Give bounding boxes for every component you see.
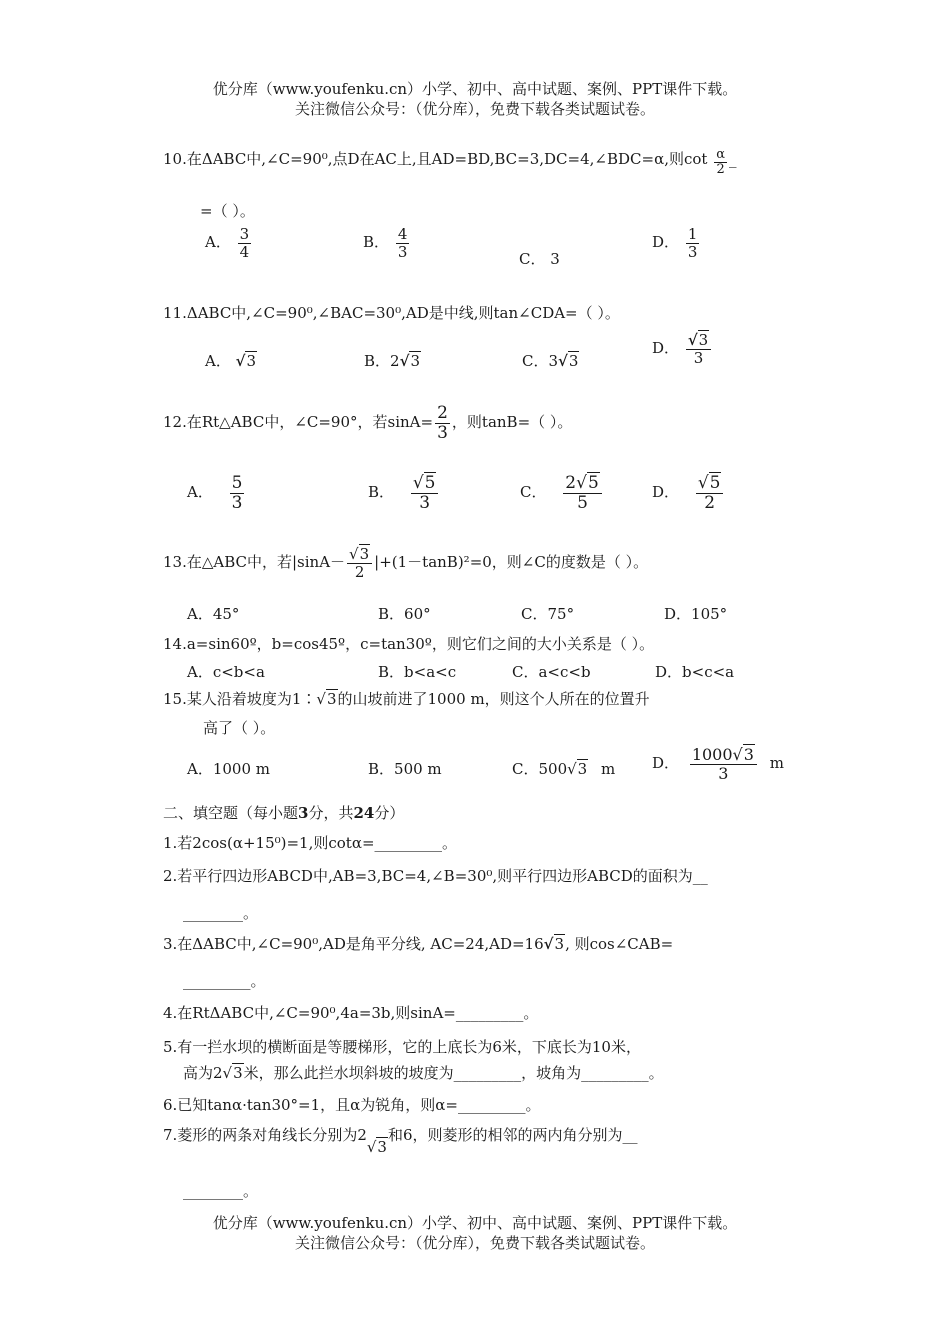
radicand: 5 (424, 473, 436, 493)
question-10-text: 10.在ΔABC中,∠C=90⁰,点D在AC上,且AD=BD,BC=3,DC=4,∠BDC=α,则cot (163, 150, 708, 168)
sqrt3-over-2-fraction (347, 546, 372, 580)
question-15-line-1: 15.某人沿着坡度为1∶√3的山坡前进了1000 m，则这个人所在的位置升 (163, 690, 650, 708)
option-label: D． (652, 233, 680, 251)
question-12-text: 12.在Rt△ABC中，∠C=90°，若sinA= (163, 413, 434, 432)
fill-question-5-line-1: 5.有一拦水坝的横断面是等腰梯形，它的上底长为6米，下底长为10米， (163, 1038, 641, 1056)
radicand: 3 (326, 690, 337, 708)
points-per-question: 3 (298, 804, 309, 822)
option-label: A． (205, 352, 231, 370)
q14-option-d: D．b<c<a (655, 663, 735, 681)
q10-option-c (519, 248, 560, 269)
option-fraction (563, 474, 602, 512)
q13-option-a: A．45° (187, 605, 240, 623)
radicand: 3 (568, 352, 579, 370)
fraction-denominator: 3 (231, 492, 243, 513)
question-10 (163, 148, 737, 178)
option-label: A． (187, 483, 213, 502)
question-12-tail: ，则tanB=（ ）。 (451, 413, 573, 432)
radicand: 5 (709, 473, 721, 493)
q10-option-a (205, 226, 253, 260)
fill-question-5-text: 高为2 (183, 1064, 223, 1082)
q14-option-c: C．a<c<b (512, 663, 591, 681)
footer-line-1: 优分库（www.youfenku.cn）小学、初中、高中试题、案例、PPT课件下载。 (212, 1214, 738, 1232)
question-15-line-2: 高了（ ）。 (203, 719, 276, 737)
option-fraction (686, 226, 700, 260)
q10-option-b (363, 226, 411, 260)
section-title-part: 分） (374, 804, 405, 822)
fill-question-7-tail: 和6，则菱形的相邻的两内角分别为__ (387, 1126, 638, 1144)
fraction-denominator: 5 (577, 492, 588, 513)
fill-question-2: 2.若平行四边形ABCD中,AB=3,BC=4,∠B=30⁰,则平行四边形ABCD的面积为__ (163, 867, 708, 885)
footer-line-2: 关注微信公众号：（优分库），免费下载各类试题试卷。 (294, 1234, 655, 1252)
fill-question-1: 1.若2cos(α+15⁰)=1,则cotα=_________。 (163, 834, 458, 852)
q13-option-c: C．75° (521, 605, 575, 623)
coefficient: 2 (565, 473, 577, 493)
fill-question-3-text: 3.在ΔABC中,∠C=90⁰,AD是角平分线, AC=24,AD=16 (163, 935, 544, 953)
fraction-denominator: 3 (693, 348, 704, 367)
fill-question-7-blank: ________。 (183, 1182, 259, 1200)
option-label: B． (363, 233, 390, 251)
radicand: 5 (587, 473, 599, 493)
q15-option-a: A．1000 m (187, 760, 270, 778)
fraction-denominator: 3 (687, 242, 698, 261)
option-fraction (696, 474, 724, 512)
fraction-numerator: √3 (347, 546, 372, 564)
radicand: 3 (246, 352, 257, 370)
header-line-2: 关注微信公众号：（优分库），免费下载各类试题试卷。 (294, 100, 655, 118)
q10-option-d (652, 226, 701, 260)
section-title-part: 二、填空题（每小题 (163, 804, 299, 822)
option-fraction (411, 474, 439, 512)
option-fraction (238, 226, 252, 260)
question-13-text: 13.在△ABC中，若|sinA－ (163, 553, 346, 571)
q13-option-d: D．105° (664, 605, 728, 623)
q12-option-d (652, 474, 725, 512)
fill-question-3-blank: _________。 (183, 972, 266, 990)
option-label: A． (205, 233, 231, 251)
fraction-numerator: 4 (397, 225, 408, 243)
cot-half-alpha-fraction (714, 148, 727, 178)
fill-question-3-tail: , 则cos∠CAB= (565, 935, 674, 953)
q14-option-a: A．c<b<a (187, 663, 265, 681)
option-label: D． (652, 754, 680, 773)
fraction-numerator: 2√5 (563, 474, 602, 494)
question-12 (163, 404, 572, 442)
unit: m (601, 760, 616, 778)
option-label: C．3 (522, 352, 559, 370)
option-label: D． (652, 483, 680, 502)
fill-question-7-text: 7.菱形的两条对角线长分别为2 (163, 1126, 367, 1144)
fill-question-5-line-2: 高为2√3米，那么此拦水坝斜坡的坡度为_________，坡角为_________。 (183, 1064, 664, 1082)
fraction-numerator: √5 (696, 474, 724, 494)
fraction-numerator: √3 (686, 332, 711, 350)
total-points: 24 (353, 804, 375, 822)
fraction-denominator: 2 (704, 492, 716, 513)
header-line-1: 优分库（www.youfenku.cn）小学、初中、高中试题、案例、PPT课件下载。 (212, 80, 738, 98)
question-13-tail: |+(1－tanB)²=0，则∠C的度数是（ ）。 (374, 553, 649, 571)
option-label: C． (519, 250, 546, 268)
sina-fraction (435, 404, 450, 442)
radicand: 3 (743, 745, 754, 764)
q13-option-b: B．60° (378, 605, 431, 623)
option-value: 3 (550, 250, 560, 268)
fraction-denominator: 2 (716, 162, 725, 178)
fraction-numerator: 3 (239, 225, 250, 243)
option-label: B．2 (364, 352, 400, 370)
q15-option-c: C．500√3 m (512, 760, 616, 778)
option-fraction (396, 226, 410, 260)
option-fraction (686, 332, 711, 366)
fraction-numerator: √5 (411, 474, 439, 494)
fill-question-5-tail: 米，那么此拦水坝斜坡的坡度为_________，坡角为_________。 (243, 1064, 664, 1082)
fraction-denominator: 3 (718, 763, 729, 783)
question-15-text-2: 的山坡前进了1000 m，则这个人所在的位置升 (337, 690, 650, 708)
q11-option-b: B．2√3 (364, 352, 420, 370)
coefficient: 1000 (691, 745, 733, 764)
fill-question-6: 6.已知tanα·tan30°=1，且α为锐角，则α=_________。 (163, 1096, 541, 1114)
radicand: 3 (233, 1064, 243, 1082)
q12-option-b (368, 474, 440, 512)
q14-option-b: B．b<a<c (378, 663, 457, 681)
radicand: 3 (359, 545, 370, 563)
q11-option-a: A． √3 (205, 352, 257, 370)
fraction-denominator: 3 (419, 492, 431, 513)
fill-question-3: 3.在ΔABC中,∠C=90⁰,AD是角平分线, AC=24,AD=16√3, 则cos∠CAB= (163, 935, 674, 953)
q11-option-c: C．3√3 (522, 352, 579, 370)
section-title-part: 分，共 (308, 804, 354, 822)
fraction-numerator: 1 (687, 225, 698, 243)
fill-question-7: 7.菱形的两条对角线长分别为2√3和6，则菱形的相邻的两内角分别为__ (163, 1126, 638, 1156)
radicand: 3 (554, 935, 565, 953)
unit: m (769, 754, 784, 773)
fill-question-2-blank: ________。 (183, 904, 259, 922)
q12-option-a (187, 474, 246, 512)
option-fraction (230, 474, 245, 512)
question-14: 14.a=sin60º，b=cos45º，c=tan30º，则它们之间的大小关系是（ ）。 (163, 635, 655, 653)
q15-option-b: B．500 m (368, 760, 442, 778)
section-2-title (163, 802, 404, 823)
fraction-denominator: 2 (354, 562, 365, 581)
fraction-numerator: 5 (231, 473, 243, 493)
option-label: C． (520, 483, 547, 502)
question-10-continuation: =（ ）。 (200, 202, 255, 220)
q15-option-d (652, 746, 784, 782)
fraction-denominator: 4 (239, 242, 250, 261)
option-label: C．500 (512, 760, 568, 778)
fill-question-4: 4.在RtΔABC中,∠C=90⁰,4a=3b,则sinA=_________。 (163, 1004, 539, 1022)
fraction-numerator: α (716, 147, 725, 162)
radicand: 3 (577, 760, 588, 778)
radicand: 3 (410, 352, 420, 370)
fraction-denominator: 3 (397, 242, 408, 261)
question-11: 11.ΔABC中,∠C=90⁰,∠BAC=30⁰,AD是中线,则tan∠CDA=（ ）。 (163, 304, 620, 322)
radicand: 3 (698, 331, 709, 349)
radicand: 3 (377, 1138, 387, 1156)
question-15-text: 15.某人沿着坡度为1∶ (163, 690, 317, 708)
question-10-tail: _ (729, 150, 737, 168)
option-label: B． (368, 483, 395, 502)
fraction-denominator: 3 (437, 422, 448, 443)
q11-option-d (652, 332, 713, 366)
option-fraction (690, 746, 757, 782)
fraction-numerator: 2 (437, 403, 448, 423)
fraction-numerator: 1000√3 (690, 746, 757, 765)
q12-option-c (520, 474, 604, 512)
question-13 (163, 546, 648, 580)
option-label: D． (652, 339, 680, 357)
